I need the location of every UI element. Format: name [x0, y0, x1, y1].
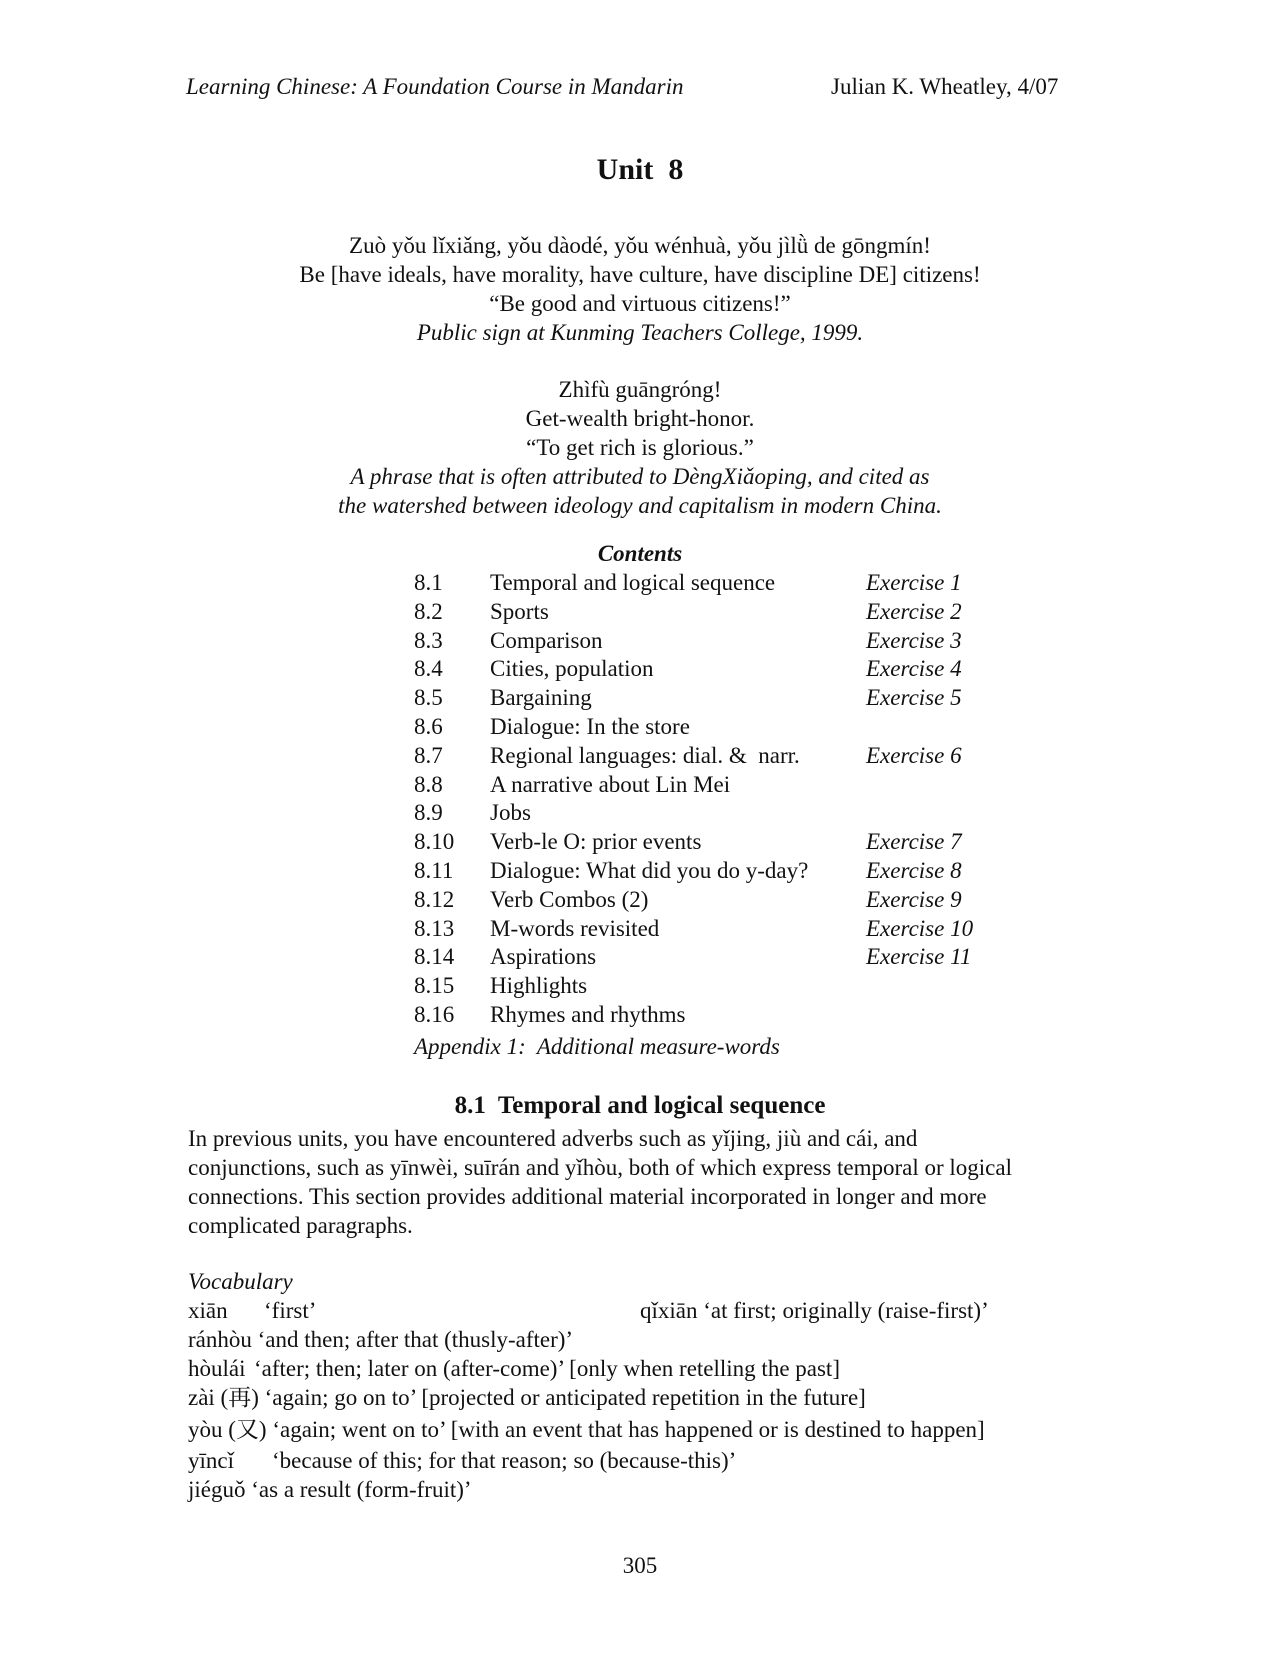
toc-row [414, 1001, 1014, 1030]
toc-row [414, 799, 1014, 828]
toc-row [414, 972, 1014, 1001]
vocab-gloss: ‘after; then; later on (after-come)’ [only when retelling the past] [254, 1356, 840, 1381]
toc-title: Cities, population [490, 656, 654, 682]
running-header-title: Learning Chinese: A Foundation Course in Mandarin [186, 74, 684, 99]
vocab-gloss: ‘and then; after that (thusly-after)’ [257, 1327, 574, 1352]
toc-exercise: Exercise 3 [866, 627, 962, 653]
toc-title: Sports [490, 598, 549, 624]
toc-number: 8.15 [414, 973, 455, 999]
epigraph-2 [0, 375, 1280, 520]
vocab-entry [188, 1296, 316, 1325]
toc-title: Jobs [490, 800, 531, 826]
vocab-term: ránhòu [188, 1327, 252, 1352]
table-of-contents [414, 569, 1014, 1030]
vocab-gloss: ‘as a result (form-fruit)’ [251, 1477, 472, 1502]
toc-number: 8.6 [414, 713, 443, 739]
toc-title: Rhymes and rhythms [490, 1001, 686, 1027]
toc-number: 8.3 [414, 627, 443, 653]
vocab-entry [188, 1475, 472, 1504]
toc-row [414, 943, 1014, 972]
toc-exercise: Exercise 11 [866, 944, 972, 970]
toc-row [414, 915, 1014, 944]
toc-row [414, 828, 1014, 857]
toc-title: Regional languages: dial. & narr. [490, 742, 800, 768]
vocab-entry [188, 1446, 736, 1475]
toc-title: Verb Combos (2) [490, 886, 649, 912]
toc-row [414, 655, 1014, 684]
toc-exercise: Exercise 1 [866, 570, 962, 595]
vocab-term: jiéguǒ [188, 1477, 246, 1502]
epigraph-1-pinyin: Zuò yǒu lǐxiǎng, yǒu dàodé, yǒu wénhuà, yǒu jìlǜ de gōngmín! [349, 233, 931, 258]
toc-exercise: Exercise 4 [866, 656, 962, 682]
toc-number: 8.13 [414, 915, 455, 941]
vocab-gloss: ‘first’ [264, 1298, 317, 1323]
epigraph-2-translation: “To get rich is glorious.” [526, 435, 754, 460]
toc-number: 8.16 [414, 1001, 455, 1027]
toc-exercise: Exercise 6 [866, 742, 962, 768]
toc-exercise: Exercise 8 [866, 857, 962, 883]
toc-row [414, 598, 1014, 627]
vocab-term: hòulái [188, 1356, 246, 1381]
toc-row [414, 713, 1014, 742]
paragraph-line: complicated paragraphs. [188, 1213, 413, 1238]
epigraph-1-translation: “Be good and virtuous citizens!” [489, 291, 791, 316]
vocab-gloss: ‘because of this; for that reason; so (because-this)’ [272, 1448, 737, 1473]
vocab-gloss: ‘again; go on to’ [projected or anticipated repetition in the future] [264, 1385, 866, 1410]
toc-exercise: Exercise 5 [866, 685, 962, 711]
toc-number: 8.11 [414, 857, 454, 883]
toc-title: Bargaining [490, 685, 592, 711]
toc-number: 8.5 [414, 685, 443, 711]
epigraph-2-source-line1: A phrase that is often attributed to DèngXiǎoping, and cited as [350, 464, 930, 489]
toc-row [414, 684, 1014, 713]
toc-title: Dialogue: In the store [490, 713, 690, 739]
page-number: 305 [622, 1553, 658, 1578]
toc-number: 8.2 [414, 598, 443, 624]
epigraph-2-literal: Get-wealth bright-honor. [525, 406, 755, 431]
toc-number: 8.9 [414, 800, 443, 826]
toc-title: Verb-le O: prior events [490, 829, 702, 855]
toc-number: 8.8 [414, 771, 443, 797]
vocab-term: qǐxiān [640, 1298, 698, 1323]
toc-exercise: Exercise 9 [866, 886, 962, 912]
vocab-entry [188, 1415, 985, 1444]
vocab-term: yòu (又) [188, 1417, 267, 1442]
toc-title: Temporal and logical sequence [490, 570, 776, 595]
epigraph-1-literal: Be [have ideals, have morality, have culture, have discipline DE] citizens! [299, 262, 981, 287]
toc-title: M-words revisited [490, 915, 660, 941]
toc-number: 8.7 [414, 742, 443, 768]
epigraph-2-pinyin: Zhìfù guāngróng! [558, 377, 722, 402]
toc-number: 8.12 [414, 886, 455, 912]
vocab-entry [640, 1296, 989, 1325]
toc-row [414, 627, 1014, 656]
toc-exercise: Exercise 10 [866, 915, 974, 941]
epigraph-2-source-line2: the watershed between ideology and capitalism in modern China. [338, 493, 942, 518]
paragraph-line: connections. This section provides additional material incorporated in longer and more [188, 1184, 987, 1209]
vocab-entry [188, 1325, 573, 1354]
toc-number: 8.14 [414, 944, 455, 970]
vocab-term: xiān [188, 1298, 228, 1323]
section-title: 8.1 Temporal and logical sequence [454, 1092, 826, 1119]
toc-number: 8.10 [414, 829, 455, 855]
toc-row [414, 857, 1014, 886]
epigraph-1-source: Public sign at Kunming Teachers College, 1999. [416, 320, 864, 345]
toc-title: Highlights [490, 973, 588, 999]
toc-number: 8.4 [414, 656, 443, 682]
vocab-entry [188, 1354, 840, 1383]
epigraph-1 [0, 231, 1280, 347]
toc-title: Aspirations [490, 944, 597, 970]
toc-exercise: Exercise 2 [866, 598, 962, 624]
toc-row [414, 886, 1014, 915]
vocab-term: yīncǐ [188, 1448, 234, 1473]
toc-row [414, 569, 1014, 598]
toc-number: 8.1 [414, 570, 443, 595]
vocab-gloss: ‘again; went on to’ [with an event that has happened or is destined to happen] [272, 1417, 985, 1442]
section-paragraph [188, 1124, 1108, 1240]
vocab-entry [188, 1383, 866, 1412]
unit-title: Unit 8 [596, 153, 684, 186]
toc-appendix: Appendix 1: Additional measure-words [414, 1034, 780, 1059]
toc-row [414, 771, 1014, 800]
paragraph-line: In previous units, you have encountered adverbs such as yǐjing, jiù and cái, and [188, 1126, 918, 1151]
toc-title: A narrative about Lin Mei [490, 771, 731, 797]
toc-row [414, 742, 1014, 771]
paragraph-line: conjunctions, such as yīnwèi, suīrán and yǐhòu, both of which express temporal or logical [188, 1155, 1012, 1180]
toc-title: Comparison [490, 627, 603, 653]
vocab-term: zài (再) [188, 1385, 259, 1410]
toc-exercise: Exercise 7 [866, 829, 962, 855]
toc-title: Dialogue: What did you do y-day? [490, 857, 809, 883]
vocabulary-heading: Vocabulary [188, 1269, 293, 1294]
vocab-gloss: ‘at first; originally (raise-first)’ [703, 1298, 989, 1323]
running-header-author: Julian K. Wheatley, 4/07 [831, 74, 1059, 99]
contents-title: Contents [597, 541, 683, 566]
